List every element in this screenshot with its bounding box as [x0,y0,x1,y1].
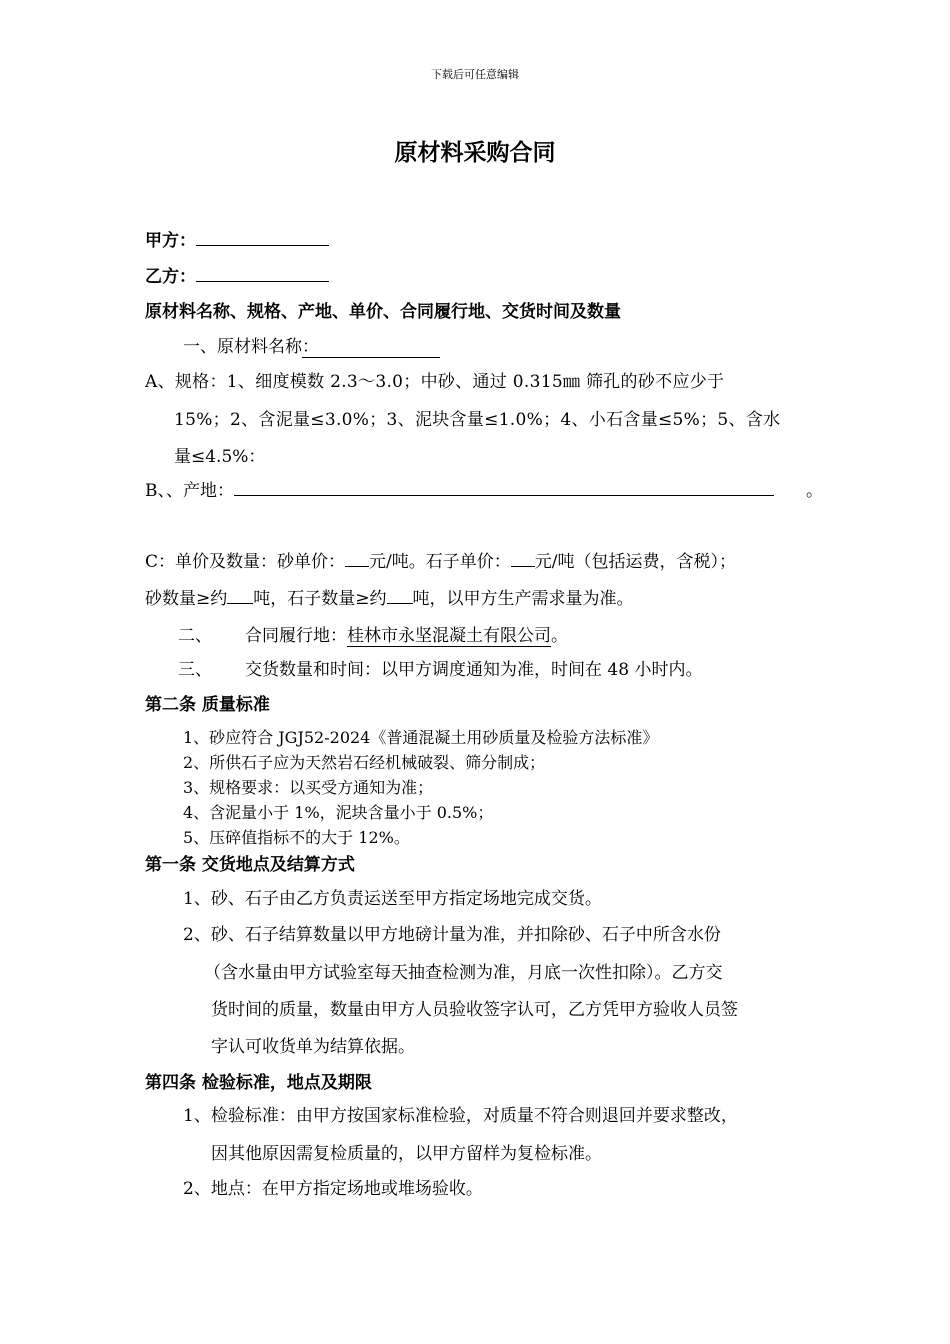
sand-qty-label: 砂数量≥约 [145,589,228,609]
inspect-item-1-line-1: 1、检验标准：由甲方按国家标准检验，对质量不符合则退回并要求整改， [183,1106,738,1126]
origin-blank[interactable] [234,478,774,496]
item1-colon: ： [302,337,319,357]
origin-label: B、、产地： [145,481,234,501]
price-line-2 [145,584,634,609]
header-note: 下载后可任意编辑 [431,68,519,81]
spec-line-2: 15%；2、含泥量≤3.0%；3、泥块含量≤1.0%；4、小石含量≤5%；5、含水 [174,410,781,430]
sand-price-blank[interactable] [345,549,369,567]
quality-item: 3、规格要求：以买受方通知为准； [183,778,434,797]
article1-heading: 第一条 交货地点及结算方式 [145,855,355,875]
article2-heading: 第二条 质量标准 [145,695,270,715]
delivery-item-1: 1、砂、石子由乙方负责运送至甲方指定场地完成交货。 [183,889,602,909]
item1-blank[interactable] [302,332,440,358]
party-b-blank[interactable] [196,264,329,282]
sand-price-label: C：单价及数量：砂单价： [145,552,346,572]
party-b-line [145,262,329,287]
item2-end: 。 [551,626,568,646]
delivery-item-2-line-2: （含水量由甲方试验室每天抽查检测为准，月底一次性扣除）。乙方交 [204,963,723,983]
origin-line [145,476,774,501]
quality-item: 4、含泥量小于 1%，泥块含量小于 0.5%； [183,803,494,822]
stone-price-label: 元/吨。石子单价： [369,552,511,572]
item2-number: 二、 [178,626,212,646]
stone-qty-blank[interactable] [387,586,413,604]
price-note: 元/吨（包括运费，含税）； [534,552,736,572]
item2-label: 合同履行地： [245,626,347,646]
price-line-1 [145,547,736,572]
article4-heading: 第四条 检验标准，地点及期限 [145,1073,372,1093]
sand-qty-blank[interactable] [227,586,253,604]
inspect-item-1-line-2: 因其他原因需复检质量的，以甲方留样为复检标准。 [211,1144,602,1164]
spec-line-3: 量≤4.5%： [174,447,266,467]
quality-item: 2、所供石子应为天然岩石经机械破裂、筛分制成； [183,753,546,772]
item1-line [183,332,440,358]
section-heading: 原材料名称、规格、产地、单价、合同履行地、交货时间及数量 [145,302,621,322]
origin-end: 。 [806,481,823,501]
party-a-label: 甲方： [145,231,196,251]
party-a-blank[interactable] [196,228,329,246]
party-b-label: 乙方： [145,267,196,287]
quality-item: 1、砂应符合 JGJ52-2024《普通混凝土用砂质量及检验方法标准》 [183,728,659,747]
delivery-item-2-line-3: 货时间的质量，数量由甲方人员验收签字认可，乙方凭甲方验收人员签 [211,1000,738,1020]
document-title: 原材料采购合同 [394,139,556,166]
delivery-item-2-line-1: 2、砂、石子结算数量以甲方地磅计量为准，并扣除砂、石子中所含水份 [183,925,721,945]
item2-line [245,621,568,646]
quality-item: 5、压碎值指标不的大于 12%。 [183,828,410,847]
inspect-item-2: 2、地点：在甲方指定场地或堆场验收。 [183,1179,483,1199]
stone-qty-label: 吨，石子数量≥约 [253,589,387,609]
stone-price-blank[interactable] [511,549,535,567]
item3-text: 交货数量和时间：以甲方调度通知为准，时间在 48 小时内。 [245,660,703,680]
item2-place: 桂林市永坚混凝土有限公司 [347,626,551,646]
item3-number: 三、 [178,660,212,680]
party-a-line [145,226,329,251]
item1-label: 一、原材料名称 [183,337,302,357]
spec-line-1: A、规格：1、细度模数 2.3～3.0；中砂、通过 0.315㎜ 筛孔的砂不应少于 [145,372,725,392]
delivery-item-2-line-4: 字认可收货单为结算依据。 [211,1037,415,1057]
qty-note: 吨，以甲方生产需求量为准。 [412,589,634,609]
